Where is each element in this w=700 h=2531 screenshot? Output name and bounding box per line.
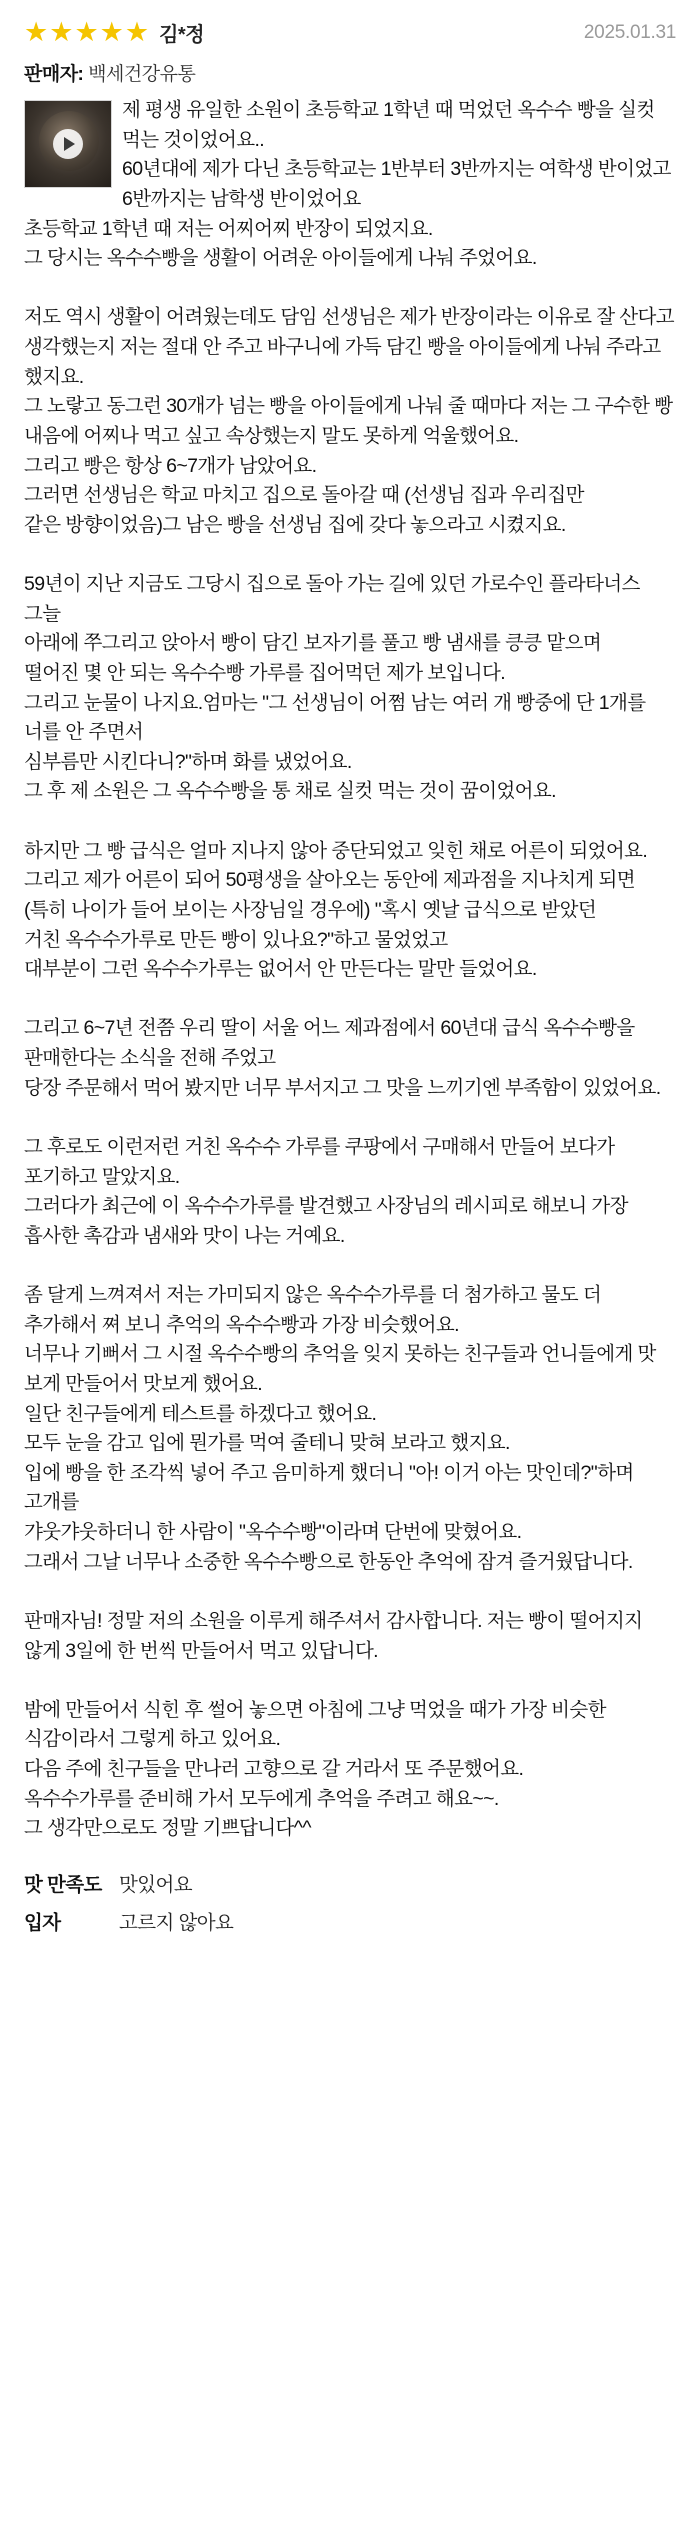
review-paragraph: 그러면 선생님은 학교 마치고 집으로 돌아갈 때 (선생님 집과 우리집만: [24, 484, 584, 507]
review-paragraph: (특히 나이가 들어 보이는 사장님일 경우에) "혹시 옛날 급식으로 받았던: [24, 898, 597, 921]
review-paragraph: 그 후로도 이런저런 거친 옥수수 가루를 쿠팡에서 구매해서 만들어 보다가 포기하고 말았지요.: [24, 1135, 615, 1188]
attribute-value: 고르지 않아요: [119, 1912, 234, 1935]
paragraph-spacer: [24, 807, 676, 837]
review-date: 2025.01.31: [583, 21, 676, 43]
review-paragraph: 심부름만 시킨다니?"하며 화를 냈었어요.: [24, 750, 352, 773]
seller-line: [24, 59, 676, 86]
star-icon-3: ★: [74, 17, 99, 47]
paragraph-spacer: [24, 540, 676, 570]
paragraph-spacer: [24, 274, 676, 304]
review-paragraph: 너무나 기뻐서 그 시절 옥수수빵의 추억을 잊지 못하는 친구들과 언니들에게 맛 보게 만들어서 맛보게 했어요.: [24, 1343, 656, 1395]
review-video-thumbnail[interactable]: [24, 100, 112, 188]
review-paragraph: 59년이 지난 지금도 그당시 집으로 돌아 가는 길에 있던 가로수인 플라타너스 그늘: [24, 573, 640, 625]
review-paragraph: 거친 옥수수가루로 만든 빵이 있나요?"하고 물었었고: [24, 928, 448, 951]
review-paragraph: 아래에 쭈그리고 앉아서 빵이 담긴 보자기를 풀고 빵 냄새를 킁킁 맡으며: [24, 632, 602, 655]
review-paragraph: 갸웃갸웃하더니 한 사람이 "옥수수빵"이라며 단번에 맞혔어요.: [24, 1521, 522, 1543]
review-paragraph: 다음 주에 친구들을 만나러 고향으로 갈 거라서 또 주문했어요.: [24, 1758, 524, 1780]
review-paragraph: 대부분이 그런 옥수수가루는 없어서 안 만든다는 말만 들었어요.: [24, 958, 537, 981]
star-icon-2: ★: [49, 17, 74, 47]
attribute-label: 입자: [24, 1912, 61, 1935]
review-paragraph: 그 생각만으로도 정말 기쁘답니다^^: [24, 1817, 311, 1840]
review-paragraph: 당장 주문해서 먹어 봤지만 너무 부서지고 그 맛을 느끼기엔 부족함이 있었어요.: [24, 1076, 661, 1099]
review-paragraph: 60년대에 제가 다닌 초등학교는 1반부터 3반까지는 여학생 반이었고 6반까지는 남학생 반이었어요: [122, 158, 671, 210]
review-paragraph: 그러다가 최근에 이 옥수수가루를 발견했고 사장님의 레시피로 해보니 가장 흡사한 촉감과 냄새와 맛이 나는 거예요.: [24, 1195, 628, 1247]
seller-label: 판매자:: [24, 64, 84, 85]
review-paragraph: 입에 빵을 한 조각씩 넣어 주고 음미하게 했더니 "아! 이거 아는 맛인데?"하며 고개를: [24, 1461, 634, 1514]
reviewer-name: 김*정: [159, 24, 205, 46]
review-paragraph: 판매자님! 정말 저의 소원을 이루게 해주셔서 감사합니다. 저는 빵이 떨어지지 않게 3일에 한 번씩 만들어서 먹고 있답니다.: [24, 1609, 643, 1662]
paragraph-spacer: [24, 1577, 676, 1607]
review-header: [24, 18, 676, 53]
paragraph-spacer: [24, 985, 676, 1015]
review-paragraph: 제 평생 유일한 소원이 초등학교 1학년 때 먹었던 옥수수 빵을 실컷 먹는 것이었어요..: [122, 99, 655, 151]
review-paragraph: 그리고 6~7년 전쯤 우리 딸이 서울 어느 제과점에서 60년대 급식 옥수수빵을 판매한다는 소식을 전해 주었고: [24, 1017, 635, 1069]
seller-name: 백세건강유통: [88, 64, 196, 85]
review-body: [24, 96, 676, 1844]
star-icon-1: ★: [24, 17, 49, 47]
review-paragraph: 그래서 그날 너무나 소중한 옥수수빵으로 한동안 추억에 잠겨 즐거웠답니다.: [24, 1550, 633, 1573]
review-attributes: [24, 1870, 676, 1938]
attribute-row: [24, 1908, 676, 1938]
review-paragraph: 그 노랗고 동그런 30개가 넘는 빵을 아이들에게 나눠 줄 때마다 저는 그 구수한 빵 내음에 어찌나 먹고 싶고 속상했는지 말도 못하게 억울했어요.: [24, 395, 673, 447]
paragraph-spacer: [24, 1666, 676, 1696]
review-paragraph: 그 후 제 소원은 그 옥수수빵을 통 채로 실컷 먹는 것이 꿈이었어요.: [24, 780, 556, 803]
review-paragraph: 그리고 빵은 항상 6~7개가 남았어요.: [24, 454, 317, 477]
review-paragraph: 그 당시는 옥수수빵을 생활이 어려운 아이들에게 나눠 주었어요.: [24, 247, 537, 270]
review-paragraph: 그리고 제가 어른이 되어 50평생을 살아오는 동안에 제과점을 지나치게 되면: [24, 869, 635, 892]
play-icon[interactable]: [53, 129, 83, 159]
review-paragraph: 떨어진 몇 안 되는 옥수수빵 가루를 집어먹던 제가 보입니다.: [24, 661, 506, 684]
review-text: [24, 96, 676, 1844]
review-paragraph: 좀 달게 느껴져서 저는 가미되지 않은 옥수수가루를 더 첨가하고 물도 더 추가해서 쪄 보니 추억의 옥수수빵과 가장 비슷했어요.: [24, 1284, 602, 1336]
review-paragraph: 저도 역시 생활이 어려웠는데도 담임 선생님은 제가 반장이라는 이유로 잘 산다고 생각했는지 저는 절대 안 주고 바구니에 가득 담긴 빵을 아이들에게 나눠 주라고 했지요.: [24, 306, 674, 388]
review-paragraph: 일단 친구들에게 테스트를 하겠다고 했어요.: [24, 1402, 377, 1425]
paragraph-spacer: [24, 1251, 676, 1281]
review-paragraph: 하지만 그 빵 급식은 얼마 지나지 않아 중단되었고 잊힌 채로 어른이 되었어요.: [24, 839, 648, 862]
review-paragraph: 옥수수가루를 준비해 가서 모두에게 추억을 주려고 해요~~.: [24, 1787, 499, 1810]
review-paragraph: 그리고 눈물이 나지요.엄마는 "그 선생님이 어쩜 남는 여러 개 빵중에 단 1개를 너를 안 주면서: [24, 691, 646, 744]
rating-stars: [24, 19, 149, 46]
attribute-value: 맛있어요: [119, 1873, 192, 1896]
star-icon-4: ★: [99, 17, 124, 47]
review-paragraph: 모두 눈을 감고 입에 뭔가를 먹여 줄테니 맞혀 보라고 했지요.: [24, 1432, 510, 1455]
star-icon-5: ★: [124, 17, 150, 47]
paragraph-spacer: [24, 1103, 676, 1133]
review-paragraph: 밤에 만들어서 식힌 후 썰어 놓으면 아침에 그냥 먹었을 때가 가장 비슷한 식감이라서 그렇게 하고 있어요.: [24, 1698, 606, 1751]
review-header-left: [24, 18, 204, 47]
attribute-row: [24, 1870, 676, 1900]
review-paragraph: 초등학교 1학년 때 저는 어찌어찌 반장이 되었지요.: [24, 217, 433, 240]
attribute-label: 맛 만족도: [24, 1873, 102, 1896]
review-paragraph: 같은 방향이었음)그 남은 빵을 선생님 집에 갖다 놓으라고 시켰지요.: [24, 513, 566, 536]
